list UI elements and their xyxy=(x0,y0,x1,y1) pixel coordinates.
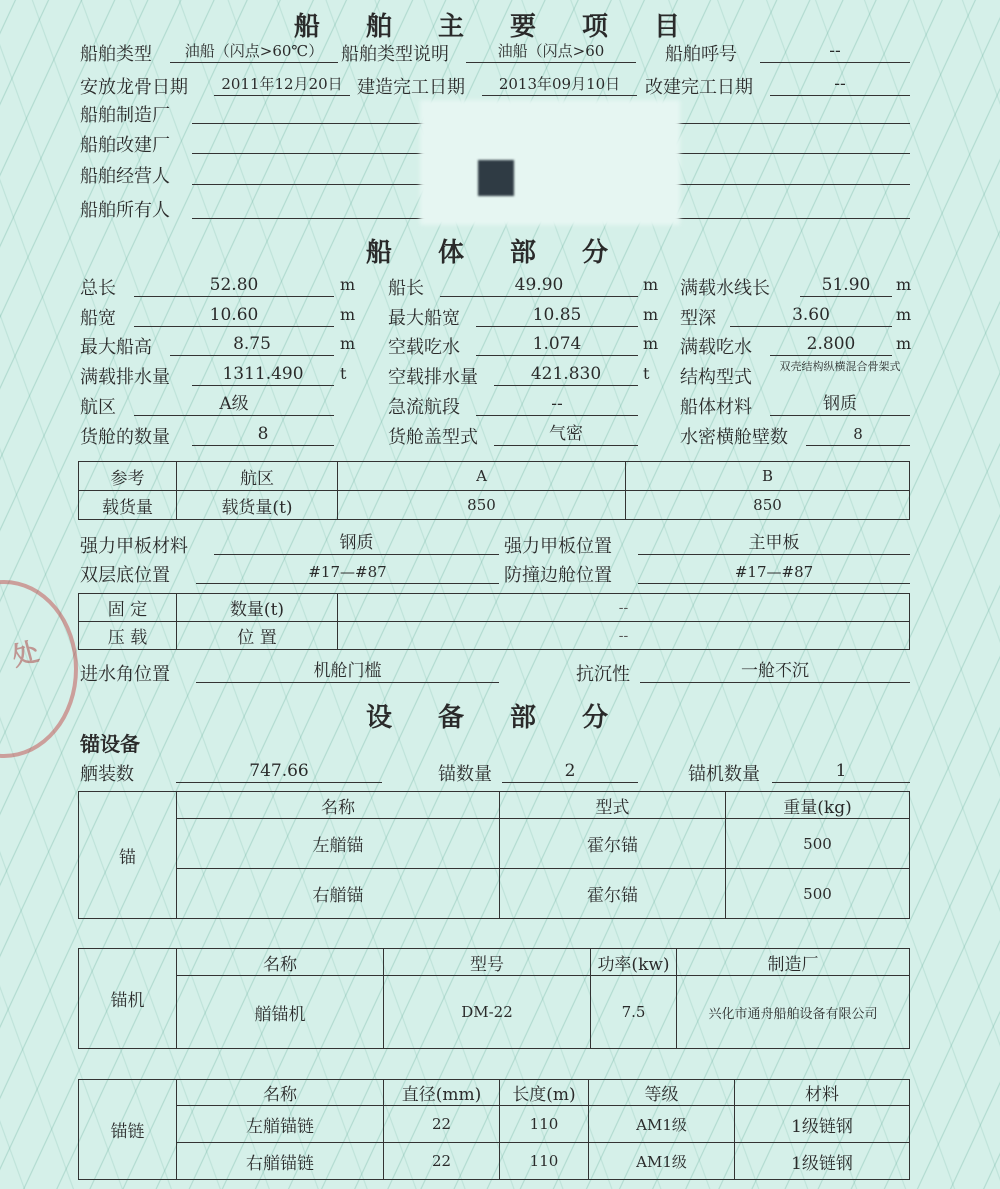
built-date-label: 建造完工日期 xyxy=(357,77,465,98)
windlass-table xyxy=(78,948,910,1049)
chain-header-name: 名称 xyxy=(177,1080,384,1106)
chain-name: 左艏锚链 xyxy=(177,1106,384,1143)
windlass-name: 艏锚机 xyxy=(177,976,384,1049)
breadth-label: 船宽 xyxy=(80,308,116,329)
max-height-label: 最大船高 xyxy=(80,337,152,358)
official-seal-stamp: 处 xyxy=(0,580,78,758)
max-height-unit: m xyxy=(340,334,356,353)
flood-angle-value: 机舱门槛 xyxy=(196,660,499,683)
cargo-load-unit-label: 载货量(t) xyxy=(177,491,338,520)
chain-header-length: 长度(m) xyxy=(500,1080,589,1106)
outfit-number-value: 747.66 xyxy=(176,760,382,783)
double-bottom-label: 双层底位置 xyxy=(80,565,170,586)
chain-diameter: 22 xyxy=(384,1143,500,1180)
material-label: 船体材料 xyxy=(680,397,752,418)
holds-label: 货舱的数量 xyxy=(80,427,170,448)
table-row xyxy=(79,869,910,919)
ballast-pos-label: 位 置 xyxy=(177,622,338,650)
anchor-table xyxy=(78,791,910,919)
chain-grade: AM1级 xyxy=(589,1106,735,1143)
windlass-count-value: 1 xyxy=(772,760,910,783)
chain-header-diameter: 直径(mm) xyxy=(384,1080,500,1106)
ballast-ballast-label: 压 载 xyxy=(79,622,177,650)
deck-material-label: 强力甲板材料 xyxy=(80,536,188,557)
full-draft-unit: m xyxy=(896,334,912,353)
table-row xyxy=(79,1106,910,1143)
loa-unit: m xyxy=(340,275,356,294)
ship-type-label: 船舶类型 xyxy=(80,44,152,65)
hull-section-title: 船体部分 xyxy=(365,238,654,268)
full-disp-unit: t xyxy=(340,364,347,383)
lbp-unit: m xyxy=(643,275,659,294)
rebuilt-date-value: -- xyxy=(770,73,910,96)
unsinkability-value: 一舱不沉 xyxy=(640,660,910,683)
windlass-header-maker: 制造厂 xyxy=(677,949,910,976)
cargo-load-label: 载货量 xyxy=(79,491,177,520)
chain-grade: AM1级 xyxy=(589,1143,735,1180)
breadth-value: 10.60 xyxy=(134,304,334,327)
lbp-label: 船长 xyxy=(388,278,424,299)
ballast-pos-value: -- xyxy=(338,622,910,650)
light-disp-unit: t xyxy=(643,364,650,383)
deck-material-value: 钢质 xyxy=(214,532,499,555)
full-disp-value: 1311.490 xyxy=(192,363,334,386)
anchor-header-type: 型式 xyxy=(500,792,726,819)
hatch-label: 货舱盖型式 xyxy=(388,427,478,448)
light-disp-value: 421.830 xyxy=(494,363,638,386)
keel-date-value: 2011年12月20日 xyxy=(214,73,350,96)
anchor-type: 霍尔锚 xyxy=(500,869,726,919)
max-height-value: 8.75 xyxy=(170,333,334,356)
structure-value: 双壳结构纵横混合骨架式 xyxy=(779,360,901,373)
lbp-value: 49.90 xyxy=(440,274,638,297)
windlass-model: DM-22 xyxy=(384,976,591,1049)
windlass-header-model: 型号 xyxy=(384,949,591,976)
nav-area-label: 航区 xyxy=(80,397,116,418)
deck-position-value: 主甲板 xyxy=(638,532,910,555)
cargo-area-label: 航区 xyxy=(177,462,338,491)
cargo-value-a: 850 xyxy=(338,491,626,520)
hatch-value: 气密 xyxy=(494,423,638,446)
redaction-dark-block xyxy=(478,160,514,196)
nav-area-value: A级 xyxy=(134,393,334,416)
outfit-number-label: 舾装数 xyxy=(80,764,134,785)
max-breadth-label: 最大船宽 xyxy=(388,308,460,329)
anchor-group-label: 锚 xyxy=(79,792,177,919)
fixed-ballast-table xyxy=(78,593,910,650)
chain-material: 1级链钢 xyxy=(735,1106,910,1143)
callsign-label: 船舶呼号 xyxy=(665,44,737,65)
ship-type-value: 油船（闪点>60℃） xyxy=(170,40,338,63)
anchor-header-name: 名称 xyxy=(177,792,500,819)
chain-length: 110 xyxy=(500,1106,589,1143)
windlass-count-label: 锚机数量 xyxy=(688,764,760,785)
rapid-label: 急流航段 xyxy=(388,397,460,418)
collision-wing-value: #17—#87 xyxy=(638,561,910,584)
windlass-header-power: 功率(kw) xyxy=(591,949,677,976)
full-draft-value: 2.800 xyxy=(770,333,892,356)
main-title: 船舶主要项目 xyxy=(293,12,726,42)
anchor-count-label: 锚数量 xyxy=(438,764,492,785)
material-value: 钢质 xyxy=(770,393,910,416)
loa-value: 52.80 xyxy=(134,274,334,297)
anchor-equipment-heading: 锚设备 xyxy=(80,732,140,756)
ballast-qty-label: 数量(t) xyxy=(177,594,338,622)
table-row xyxy=(79,1143,910,1180)
windlass-group-label: 锚机 xyxy=(79,949,177,1049)
anchor-header-weight: 重量(kg) xyxy=(726,792,910,819)
chain-diameter: 22 xyxy=(384,1106,500,1143)
cargo-ref-label: 参考 xyxy=(79,462,177,491)
rebuilder-label: 船舶改建厂 xyxy=(80,135,170,156)
equipment-section-title: 设备部分 xyxy=(365,703,654,733)
table-row xyxy=(79,819,910,869)
redaction-mosaic xyxy=(420,100,680,225)
bulkheads-label: 水密横舱壁数 xyxy=(680,427,788,448)
cargo-value-b: 850 xyxy=(626,491,910,520)
light-draft-label: 空载吃水 xyxy=(388,337,460,358)
depth-label: 型深 xyxy=(680,308,716,329)
anchor-weight: 500 xyxy=(726,869,910,919)
table-row xyxy=(79,976,910,1049)
cargo-col-b: B xyxy=(626,462,910,491)
lwl-unit: m xyxy=(896,275,912,294)
ship-type-desc-label: 船舶类型说明 xyxy=(341,44,449,65)
max-breadth-unit: m xyxy=(643,305,659,324)
anchor-name: 右艏锚 xyxy=(177,869,500,919)
depth-unit: m xyxy=(896,305,912,324)
chain-material: 1级链钢 xyxy=(735,1143,910,1180)
chain-name: 右艏锚链 xyxy=(177,1143,384,1180)
built-date-value: 2013年09月10日 xyxy=(482,73,637,96)
chain-header-grade: 等级 xyxy=(589,1080,735,1106)
windlass-header-name: 名称 xyxy=(177,949,384,976)
full-draft-label: 满载吃水 xyxy=(680,337,752,358)
anchor-name: 左艏锚 xyxy=(177,819,500,869)
max-breadth-value: 10.85 xyxy=(476,304,638,327)
unsinkability-label: 抗沉性 xyxy=(576,664,630,685)
collision-wing-label: 防撞边舱位置 xyxy=(504,565,612,586)
rapid-value: -- xyxy=(476,393,638,416)
bulkheads-value: 8 xyxy=(806,423,910,446)
builder-label: 船舶制造厂 xyxy=(80,105,170,126)
flood-angle-label: 进水角位置 xyxy=(80,664,170,685)
lwl-label: 满载水线长 xyxy=(680,278,770,299)
ship-type-desc-value: 油船（闪点>60 xyxy=(466,40,636,63)
light-disp-label: 空载排水量 xyxy=(388,367,478,388)
anchor-type: 霍尔锚 xyxy=(500,819,726,869)
anchor-count-value: 2 xyxy=(502,760,638,783)
loa-label: 总长 xyxy=(80,278,116,299)
owner-label: 船舶所有人 xyxy=(80,200,170,221)
chain-length: 110 xyxy=(500,1143,589,1180)
double-bottom-value: #17—#87 xyxy=(196,561,499,584)
structure-label: 结构型式 xyxy=(680,367,752,388)
cargo-capacity-table xyxy=(78,461,910,520)
windlass-power: 7.5 xyxy=(591,976,677,1049)
windlass-maker: 兴化市通舟船舶设备有限公司 xyxy=(677,976,910,1049)
light-draft-unit: m xyxy=(643,334,659,353)
lwl-value: 51.90 xyxy=(800,274,892,297)
chain-group-label: 锚链 xyxy=(79,1080,177,1180)
light-draft-value: 1.074 xyxy=(476,333,638,356)
callsign-value: -- xyxy=(760,40,910,63)
chain-header-material: 材料 xyxy=(735,1080,910,1106)
holds-value: 8 xyxy=(192,423,334,446)
ballast-qty-value: -- xyxy=(338,594,910,622)
rebuilt-date-label: 改建完工日期 xyxy=(645,77,753,98)
deck-position-label: 强力甲板位置 xyxy=(504,536,612,557)
anchor-chain-table xyxy=(78,1079,910,1180)
cargo-col-a: A xyxy=(338,462,626,491)
breadth-unit: m xyxy=(340,305,356,324)
full-disp-label: 满载排水量 xyxy=(80,367,170,388)
ballast-fixed-label: 固 定 xyxy=(79,594,177,622)
keel-date-label: 安放龙骨日期 xyxy=(80,77,188,98)
anchor-weight: 500 xyxy=(726,819,910,869)
depth-value: 3.60 xyxy=(730,304,892,327)
operator-label: 船舶经营人 xyxy=(80,166,170,187)
